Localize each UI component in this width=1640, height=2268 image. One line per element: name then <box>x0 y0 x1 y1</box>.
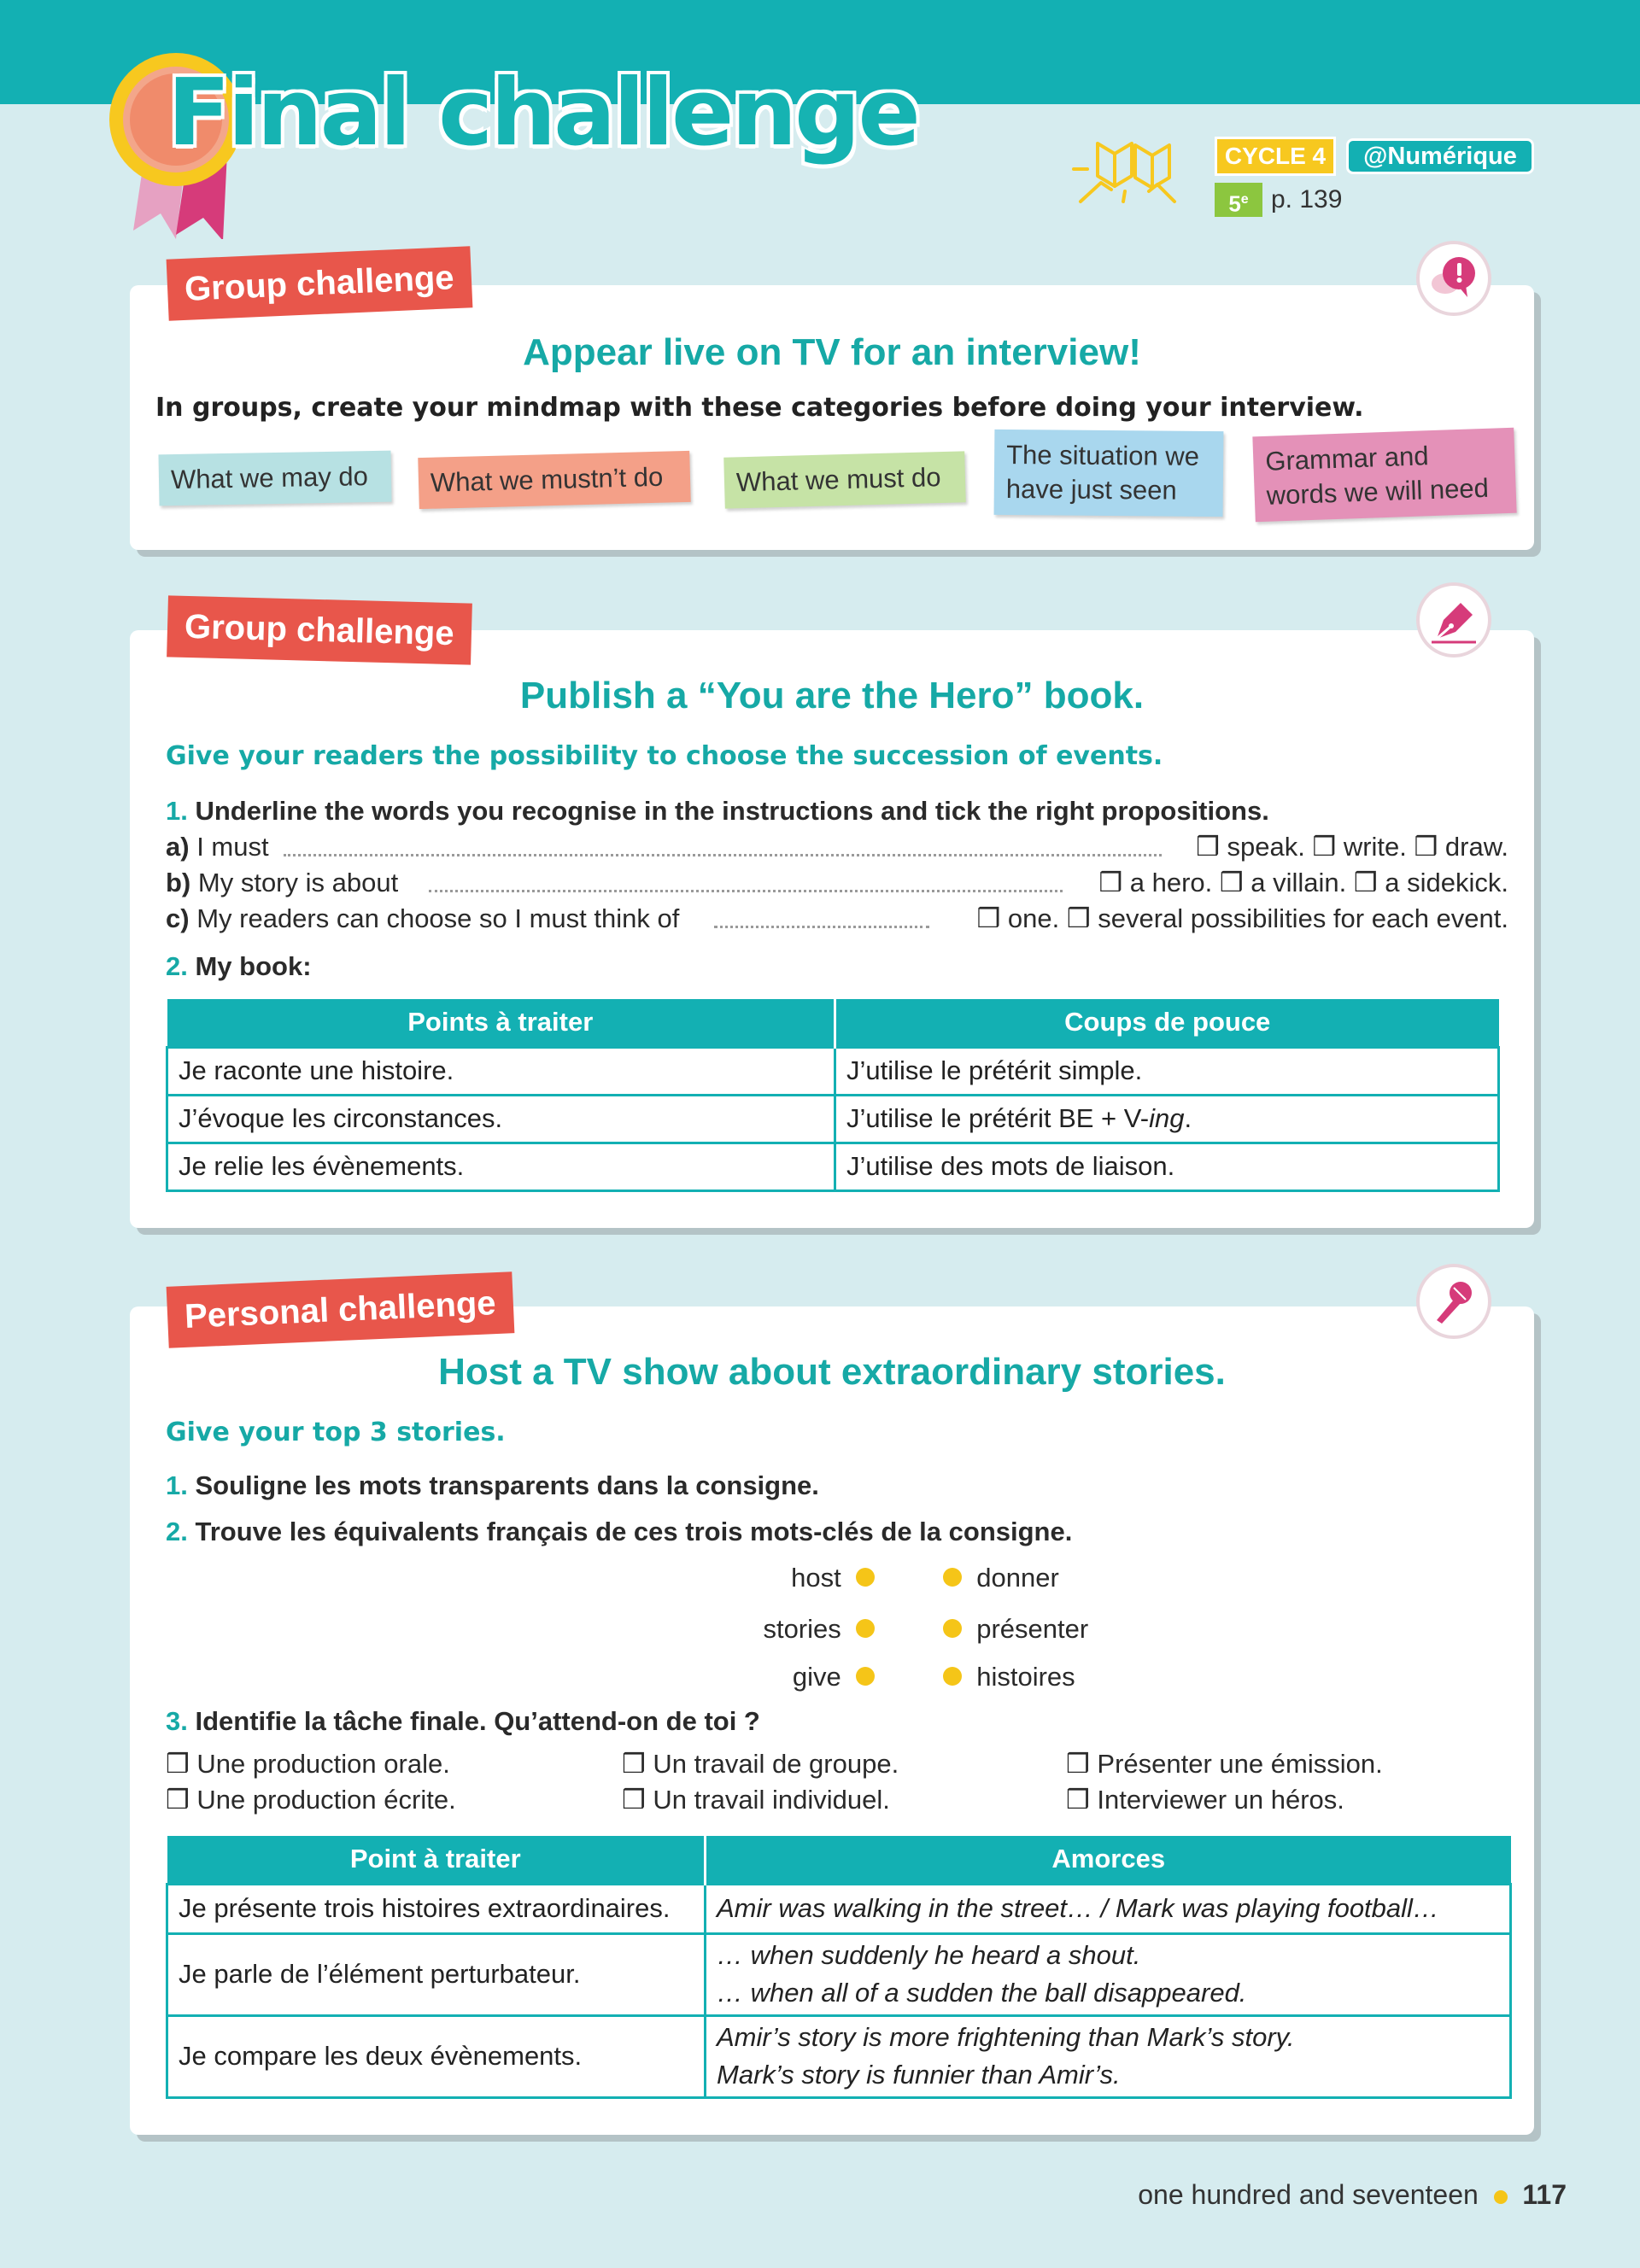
question-3 <box>166 1706 760 1737</box>
match-left-item <box>618 1614 875 1645</box>
match-left-item <box>618 1563 875 1593</box>
table-row <box>167 1933 1511 2015</box>
cycle-badge: CYCLE 4 <box>1215 137 1336 176</box>
table-cell <box>706 1933 1511 2015</box>
question-text: Trouve les équivalents français de ces trois mots-clés de la consigne. <box>195 1517 1073 1546</box>
blank-line[interactable] <box>284 854 1162 856</box>
match-right-item <box>943 1614 1088 1645</box>
question-number: 3. <box>166 1706 188 1736</box>
table-cell: Je présente trois histoires extraordinaires. <box>167 1884 706 1933</box>
table-header: Point à traiter <box>167 1836 706 1884</box>
item-a <box>166 832 269 862</box>
question-number: 2. <box>166 951 188 981</box>
card-title: Host a TV show about extraordinary stories. <box>438 1351 1226 1393</box>
checkbox-option[interactable]: ❒ Présenter une émission. <box>1066 1749 1383 1779</box>
table-header: Amorces <box>706 1836 1511 1884</box>
match-word: stories <box>763 1614 841 1644</box>
checkbox-option[interactable]: ❒ Un travail de groupe. <box>622 1749 899 1779</box>
challenge-tag: Group challenge <box>167 595 472 664</box>
table-row <box>167 1047 1499 1095</box>
table-cell: Je compare les deux évènements. <box>167 2015 706 2097</box>
question-text: Underline the words you recognise in the instructions and tick the right propositions. <box>195 796 1269 826</box>
table-cell <box>706 2015 1511 2097</box>
numerique-link[interactable]: @Numérique <box>1346 138 1534 174</box>
table-cell: Je raconte une histoire. <box>167 1047 835 1095</box>
sticky-note: What we mustn’t do <box>418 451 690 509</box>
table-row <box>167 1095 1499 1143</box>
match-word: histoires <box>976 1662 1075 1692</box>
sticky-note: What we may do <box>158 451 391 506</box>
question-1 <box>166 796 1269 827</box>
match-dot[interactable] <box>943 1568 962 1587</box>
table-cell: J’évoque les circonstances. <box>167 1095 835 1143</box>
match-word: donner <box>976 1563 1059 1593</box>
item-c-options[interactable]: ❒ one. ❒ several possibilities for each event. <box>976 903 1508 933</box>
question-number: 1. <box>166 1470 188 1500</box>
match-right-item <box>943 1563 1059 1593</box>
item-label: b) <box>166 868 191 897</box>
question-text: Souligne les mots transparents dans la consigne. <box>195 1470 819 1500</box>
cell-line: … when suddenly he heard a shout. <box>717 1940 1141 1970</box>
checkbox-option[interactable]: ❒ Une production écrite. <box>166 1785 456 1815</box>
card-instruction: In groups, create your mindmap with these categories before doing your interview. <box>155 393 1364 423</box>
table-cell: Amir was walking in the street… / Mark was playing football… <box>706 1884 1511 1933</box>
item-label: a) <box>166 832 190 862</box>
item-text: I must <box>196 832 269 862</box>
sticky-note: What we must do <box>723 451 965 508</box>
speech-bubble-exclamation-icon <box>1416 241 1491 316</box>
group-challenge-card-2 <box>130 630 1534 1228</box>
card-subtitle: Give your readers the possibility to choose the succession of events. <box>166 741 1163 771</box>
table-cell: J’utilise des mots de liaison. <box>835 1143 1499 1190</box>
item-text: My readers can choose so I must think of <box>196 903 680 933</box>
blank-line[interactable] <box>714 926 929 928</box>
table-cell: Je parle de l’élément perturbateur. <box>167 1933 706 2015</box>
question-number: 1. <box>166 796 188 826</box>
table-row <box>167 1884 1511 1933</box>
footer-dot <box>1494 2190 1508 2204</box>
grade-value: 5 <box>1228 190 1241 217</box>
question-2 <box>166 951 312 982</box>
question-2 <box>166 1517 1072 1547</box>
grade-sup: e <box>1240 192 1249 207</box>
cell-line: … when all of a sudden the ball disappeared. <box>717 1978 1247 2008</box>
match-dot[interactable] <box>856 1568 875 1587</box>
challenge-tag: Personal challenge <box>167 1271 514 1348</box>
match-dot[interactable] <box>856 1667 875 1686</box>
checkbox-option[interactable]: ❒ Un travail individuel. <box>622 1785 890 1815</box>
cell-line: Amir’s story is more frightening than Mark’s story. <box>717 2022 1295 2052</box>
cell-italic: ing <box>1149 1103 1185 1133</box>
match-word: présenter <box>976 1614 1089 1644</box>
fountain-pen-icon <box>1416 582 1491 658</box>
page-title: Final challenge <box>167 60 918 167</box>
table-header-row <box>167 999 1499 1047</box>
cell-text: . <box>1184 1103 1192 1133</box>
item-b <box>166 868 398 898</box>
match-dot[interactable] <box>943 1667 962 1686</box>
question-1 <box>166 1470 819 1501</box>
readers-icon <box>1072 135 1183 207</box>
cell-line: Mark’s story is funnier than Amir’s. <box>717 2060 1121 2090</box>
table-header: Points à traiter <box>167 999 835 1047</box>
table-header: Coups de pouce <box>835 999 1499 1047</box>
checkbox-option[interactable]: ❒ Une production orale. <box>166 1749 450 1779</box>
item-text: My story is about <box>197 868 399 897</box>
item-label: c) <box>166 903 190 933</box>
table-header-row <box>167 1836 1511 1884</box>
table-cell <box>835 1095 1499 1143</box>
amorces-table <box>166 1836 1512 2099</box>
book-table <box>166 999 1500 1192</box>
match-left-item <box>618 1662 875 1692</box>
challenge-tag: Group challenge <box>167 246 472 320</box>
question-text: Identifie la tâche finale. Qu’attend-on de toi ? <box>195 1706 760 1736</box>
card-subtitle: Give your top 3 stories. <box>166 1418 506 1447</box>
match-dot[interactable] <box>943 1619 962 1638</box>
microphone-icon <box>1416 1264 1491 1339</box>
cell-text: J’utilise le prétérit BE + V- <box>846 1103 1150 1133</box>
personal-challenge-card <box>130 1306 1534 2135</box>
page-ref: p. 139 <box>1271 185 1343 213</box>
item-a-options[interactable]: ❒ speak. ❒ write. ❒ draw. <box>1196 832 1508 862</box>
group-challenge-card-1 <box>130 285 1534 550</box>
question-text: My book: <box>195 951 312 981</box>
page-footer <box>1138 2179 1567 2211</box>
page-number: 117 <box>1522 2179 1567 2210</box>
item-b-options[interactable]: ❒ a hero. ❒ a villain. ❒ a sidekick. <box>1098 868 1508 897</box>
card-title: Appear live on TV for an interview! <box>523 331 1141 373</box>
item-c <box>166 903 679 934</box>
sticky-note: The situation we have just seen <box>994 430 1224 517</box>
table-row <box>167 1143 1499 1190</box>
table-cell: J’utilise le prétérit simple. <box>835 1047 1499 1095</box>
question-number: 2. <box>166 1517 188 1546</box>
sticky-note: Grammar and words we will need <box>1252 428 1516 523</box>
card-title: Publish a “You are the Hero” book. <box>519 675 1145 716</box>
match-word: host <box>791 1563 841 1593</box>
match-word: give <box>792 1662 841 1692</box>
match-dot[interactable] <box>856 1619 875 1638</box>
footer-text: one hundred and seventeen <box>1138 2179 1479 2210</box>
match-right-item <box>943 1662 1075 1692</box>
table-row <box>167 2015 1511 2097</box>
grade-badge <box>1215 183 1262 217</box>
table-cell: Je relie les évènements. <box>167 1143 835 1190</box>
checkbox-option[interactable]: ❒ Interviewer un héros. <box>1066 1785 1344 1815</box>
blank-line[interactable] <box>429 890 1063 892</box>
